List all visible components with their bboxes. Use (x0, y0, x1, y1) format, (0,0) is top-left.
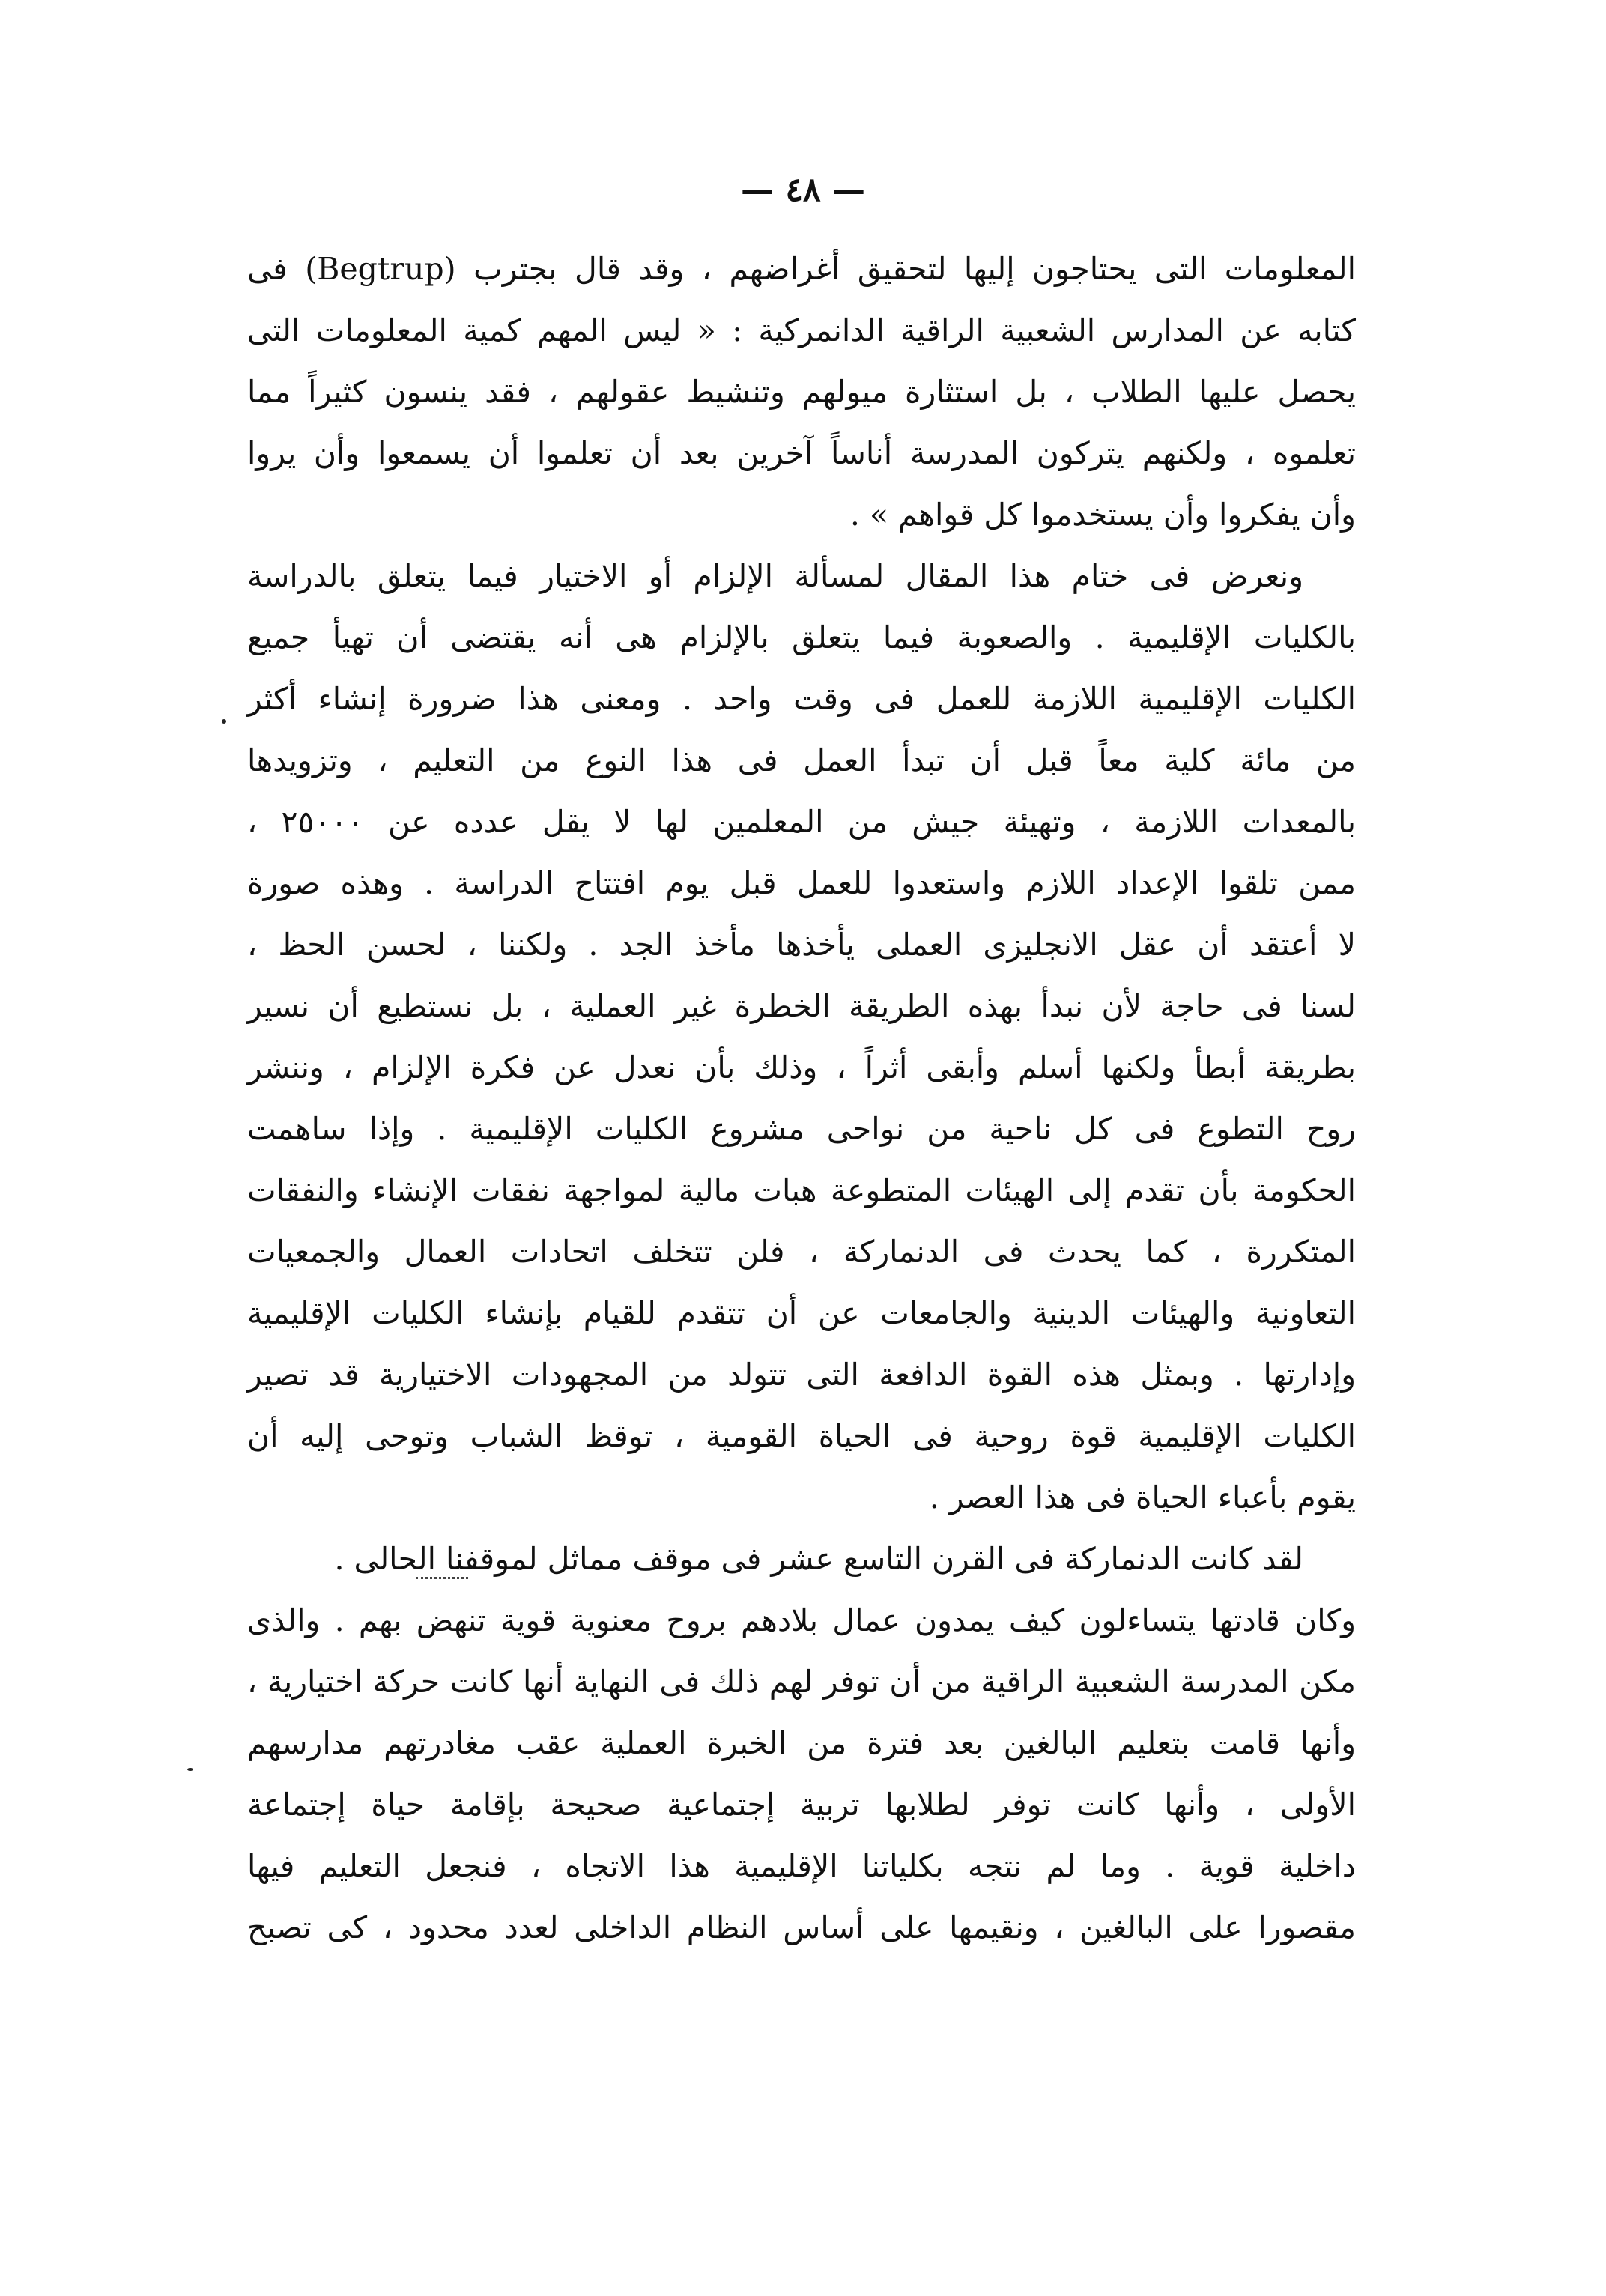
paragraph-start-line: لقد كانت الدنماركة فى القرن التاسع عشر فى موقف مماثل لموقفنا الحالى . (334, 1541, 1303, 1577)
scan-speck (222, 719, 226, 724)
text-line: داخلية قوية . وما لم نتجه بكلياتنا الإقليمية هذا الاتجاه ، فنجعل التعليم فيها (247, 1848, 1356, 1884)
text-line: المعلومات التى يحتاجون إليها لتحقيق أغراضهم ، وقد قال بجترب (Begtrup) فى (247, 251, 1356, 287)
text-line: الأولى ، وأنها كانت توفر لطلابها تربية إجتماعية صحيحة بإقامة حياة إجتماعة (247, 1787, 1356, 1823)
text-line: بالكليات الإقليمية . والصعوبة فيما يتعلق بالإلزام هى أنه يقتضى أن تهيأ جميع (247, 620, 1356, 655)
text-line: الكليات الإقليمية قوة روحية فى الحياة القومية ، توقظ الشباب وتوحى إليه أن (247, 1418, 1356, 1454)
page-number: — ٤٨ — (741, 171, 865, 209)
text-line: لسنا فى حاجة لأن نبدأ بهذه الطريقة الخطرة غير العملية ، بل نستطيع أن نسير (247, 988, 1356, 1024)
text-line: مكن المدرسة الشعبية الراقية من أن توفر لهم ذلك فى النهاية أنها كانت حركة اختيارية ، (247, 1664, 1356, 1700)
text-line: المتكررة ، كما يحدث فى الدنمارکة ، فلن تتخلف اتحادات العمال والجمعيات (247, 1234, 1356, 1270)
text-line: وأنها قامت بتعليم البالغين بعد فترة من الخبرة العملية عقب مغادرتهم مدارسهم (247, 1725, 1356, 1761)
text-line: من مائة كلية معاً قبل أن تبدأ العمل فى هذا النوع من التعليم ، وتزويدها (247, 742, 1356, 778)
text-line: وإدارتها . وبمثل هذه القوة الدافعة التى تتولد من المجهودات الاختيارية قد تصير (247, 1357, 1356, 1393)
body-text (247, 238, 1356, 1958)
scan-mark (416, 1577, 468, 1582)
text-line: بالمعدات اللازمة ، وتهيئة جيش من المعلمين لها لا يقل عدده عن ٢٥٠٠٠ ، (247, 804, 1357, 840)
text-line: وكان قادتها يتساءلون كيف يمدون عمال بلادهم بروح معنوية قوية تنهض بهم . والذى (247, 1602, 1356, 1638)
text-line: الحكومة بأن تقدم إلى الهيئات المتطوعة هبات مالية لمواجهة نفقات الإنشاء والنفقات (247, 1172, 1356, 1208)
text-line: مقصورا على البالغين ، ونقيمها على أساس النظام الداخلى لعدد محدود ، كى تصبح (247, 1909, 1356, 1945)
text-line: يحصل عليها الطلاب ، بل استثارة ميولهم وتنشيط عقولهم ، فقد ينسون كثيراً مما (247, 374, 1356, 410)
text-line: الكليات الإقليمية اللازمة للعمل فى وقت واحد . ومعنى هذا ضرورة إنشاء أكثر (247, 681, 1356, 717)
text-line: ممن تلقوا الإعداد اللازم واستعدوا للعمل قبل يوم افتتاح الدراسة . وهذه صورة (247, 865, 1356, 901)
text-line: يقوم بأعباء الحياة فى هذا العصر . (929, 1479, 1356, 1515)
paragraph-start-line: ونعرض فى ختام هذا المقال لمسألة الإلزام أو الاختيار فيما يتعلق بالدراسة (247, 558, 1303, 594)
scan-speck (187, 1768, 193, 1771)
text-line: روح التطوع فى كل ناحية من نواحى مشروع الكليات الإقليمية . وإذا ساهمت (247, 1111, 1356, 1147)
text-line: لا أعتقد أن عقل الانجليزى العملى يأخذها مأخذ الجد . ولكننا ، لحسن الحظ ، (247, 927, 1356, 963)
text-line: كتابه عن المدارس الشعبية الراقية الدانمركية : « ليس المهم كمية المعلومات التى (247, 312, 1356, 348)
text-line: تعلموه ، ولكنهم يتركون المدرسة أناساً آخرين بعد أن تعلموا أن يسمعوا وأن يروا (247, 435, 1356, 471)
text-line: التعاونية والهيئات الدينية والجامعات عن أن تتقدم للقيام بإنشاء الكليات الإقليمية (247, 1295, 1356, 1331)
text-line: بطريقة أبطأ ولكنها أسلم وأبقى أثراً ، وذلك بأن نعدل عن فكرة الإلزام ، وننشر (247, 1049, 1356, 1085)
text-line: وأن يفكروا وأن يستخدموا كل قواهم » . (849, 497, 1356, 533)
